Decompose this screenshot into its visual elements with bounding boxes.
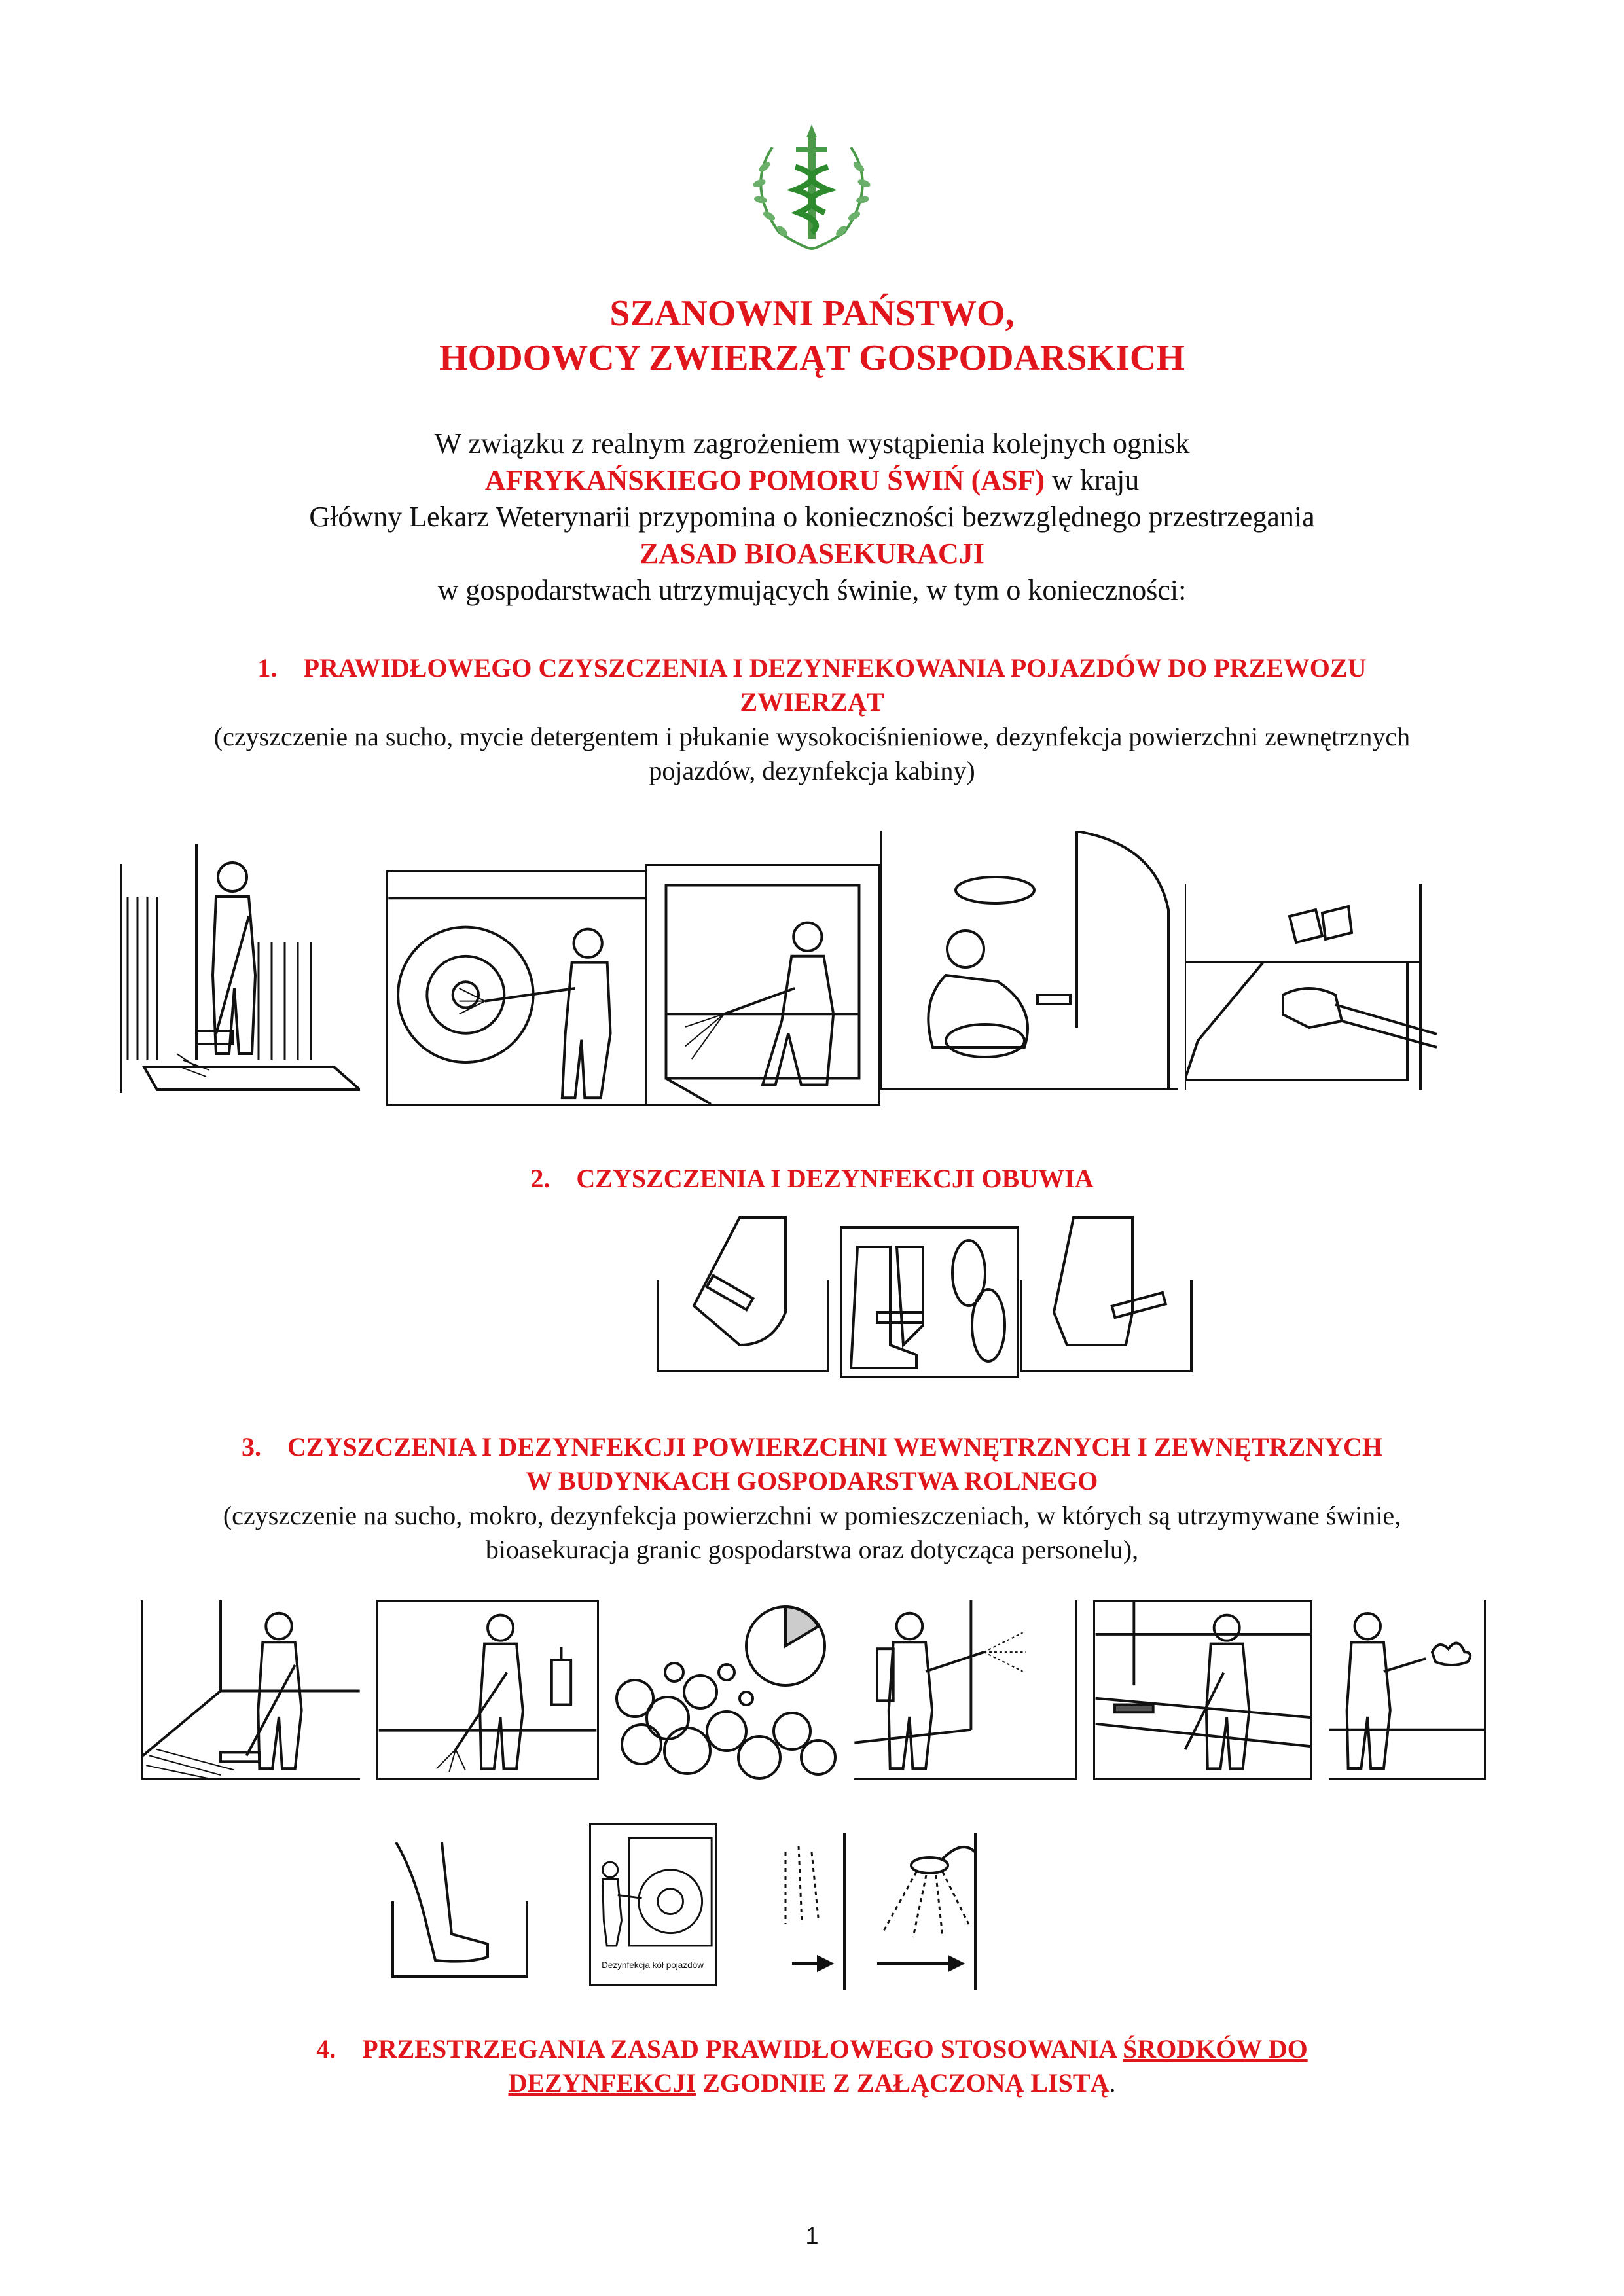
intro-line-1: W związku z realnym zagrożeniem wystąpienia kolejnych ognisk bbox=[434, 427, 1190, 459]
section-4-number: 4. bbox=[316, 2034, 336, 2064]
section-4-underlined-2: DEZYNFEKCJI bbox=[508, 2068, 696, 2098]
shower-arrow-icon bbox=[766, 1826, 992, 1996]
section-4-heading-part-2: ZGODNIE Z ZAŁĄCZONĄ LISTĄ bbox=[696, 2068, 1110, 2098]
steam-cleaning-icon bbox=[1329, 1600, 1484, 1778]
section-2-heading bbox=[0, 1162, 1624, 1196]
illustration-footwear-disinfection bbox=[655, 1214, 1201, 1378]
wheel-washing-icon bbox=[388, 872, 646, 1104]
section-4-heading-part-1: PRZESTRZEGANIA ZASAD PRAWIDŁOWEGO STOSOWANIA bbox=[362, 2034, 1123, 2064]
illustration-cleaning-drain bbox=[1093, 1600, 1312, 1780]
foot-dip-icon bbox=[389, 1836, 530, 1980]
illustration-steam-cleaning bbox=[1329, 1600, 1486, 1780]
intro-line-2-rest: w kraju bbox=[1045, 464, 1140, 496]
sweeping-person-icon bbox=[118, 844, 360, 1093]
wheel-disinfection-sign-label: Dezynfekcja kół pojazdów bbox=[602, 1960, 704, 1970]
floor-sweeping-icon bbox=[143, 1600, 360, 1778]
veterinary-caduceus-laurel-icon bbox=[733, 121, 890, 252]
drain-cleaning-icon bbox=[1095, 1602, 1310, 1778]
illustration-sweeping-vehicle-floor bbox=[118, 844, 360, 1093]
section-4-heading bbox=[0, 2032, 1624, 2100]
illustration-wheel-disinfection-sign bbox=[589, 1823, 717, 1986]
cabin-cleaning-icon bbox=[880, 831, 1178, 1090]
asf-highlight: AFRYKAŃSKIEGO POMORU ŚWIŃ (ASF) bbox=[484, 464, 1045, 496]
illustration-pressure-washing-wheel bbox=[386, 870, 648, 1106]
section-1-heading-line-2: ZWIERZĄT bbox=[740, 687, 884, 717]
section-1-heading-line-1: PRAWIDŁOWEGO CZYSZCZENIA I DEZYNFEKOWANIA POJAZDÓW DO PRZEWOZU bbox=[303, 653, 1367, 683]
illustration-foot-dip bbox=[389, 1836, 530, 1980]
illustration-washing-vehicle-interior bbox=[645, 864, 880, 1106]
wiping-hand-icon bbox=[1185, 877, 1437, 1090]
page-number: 1 bbox=[805, 2222, 819, 2249]
section-3-heading-line-1: CZYSZCZENIA I DEZYNFEKCJI POWIERZCHNI WEWNĘTRZNYCH I ZEWNĘTRZNYCH bbox=[287, 1432, 1382, 1462]
logo bbox=[733, 121, 890, 252]
bioasekuracja-highlight: ZASAD BIOASEKURACJI bbox=[640, 537, 984, 569]
vehicle-wheel-disinfection-icon bbox=[591, 1825, 715, 1984]
section-2-heading-line-1: CZYSZCZENIA I DEZYNFEKCJI OBUWIA bbox=[576, 1164, 1094, 1193]
illustration-spraying-disinfectant bbox=[854, 1600, 1077, 1780]
section-1-desc-line-2: pojazdów, dezynfekcja kabiny) bbox=[649, 756, 975, 785]
foam-bubbles-clock-icon bbox=[615, 1600, 838, 1780]
title-line-1: SZANOWNI PAŃSTWO, bbox=[609, 293, 1015, 334]
intro-paragraph bbox=[0, 425, 1624, 609]
section-1-heading bbox=[0, 651, 1624, 719]
section-3-description bbox=[0, 1499, 1624, 1567]
illustration-wiping-dashboard bbox=[1185, 877, 1437, 1090]
illustration-shower-entry bbox=[766, 1826, 992, 1996]
section-3-heading-line-2: W BUDYNKACH GOSPODARSTWA ROLNEGO bbox=[526, 1466, 1098, 1496]
boot-brush-icon bbox=[655, 1214, 1201, 1378]
intro-line-2 bbox=[0, 462, 1624, 499]
spraying-person-icon bbox=[854, 1600, 1075, 1778]
wet-cleaning-icon bbox=[378, 1602, 597, 1778]
intro-line-3: Główny Lekarz Weterynarii przypomina o konieczności bezwzględnego przestrzegania bbox=[309, 501, 1315, 533]
title-line-2: HODOWCY ZWIERZĄT GOSPODARSKICH bbox=[439, 338, 1185, 378]
illustration-dry-cleaning-floor bbox=[141, 1600, 360, 1780]
section-1-description bbox=[0, 720, 1624, 788]
section-4-heading-end: . bbox=[1109, 2068, 1116, 2098]
section-3-desc-line-2: bioasekuracja granic gospodarstwa oraz dotycząca personelu), bbox=[485, 1535, 1139, 1564]
section-2-number: 2. bbox=[530, 1164, 550, 1193]
section-1-desc-line-1: (czyszczenie na sucho, mycie detergentem i płukanie wysokociśnieniowe, dezynfekcja powierzchni zewnętrznych bbox=[213, 722, 1411, 751]
illustration-disinfecting-cabin bbox=[880, 831, 1178, 1090]
intro-line-5: w gospodarstwach utrzymujących świnie, w tym o konieczności: bbox=[437, 574, 1187, 606]
section-4-underlined-1: ŚRODKÓW DO bbox=[1123, 2034, 1308, 2064]
section-3-desc-line-1: (czyszczenie na sucho, mokro, dezynfekcja powierzchni w pomieszczeniach, w których są utrzymywane świnie, bbox=[223, 1501, 1401, 1530]
interior-washing-icon bbox=[647, 866, 878, 1104]
section-1-number: 1. bbox=[257, 653, 278, 683]
section-3-number: 3. bbox=[242, 1432, 262, 1462]
section-3-heading bbox=[0, 1430, 1624, 1498]
page-title bbox=[0, 291, 1624, 380]
illustration-wet-cleaning bbox=[376, 1600, 599, 1780]
illustration-foam-timer bbox=[615, 1600, 838, 1780]
